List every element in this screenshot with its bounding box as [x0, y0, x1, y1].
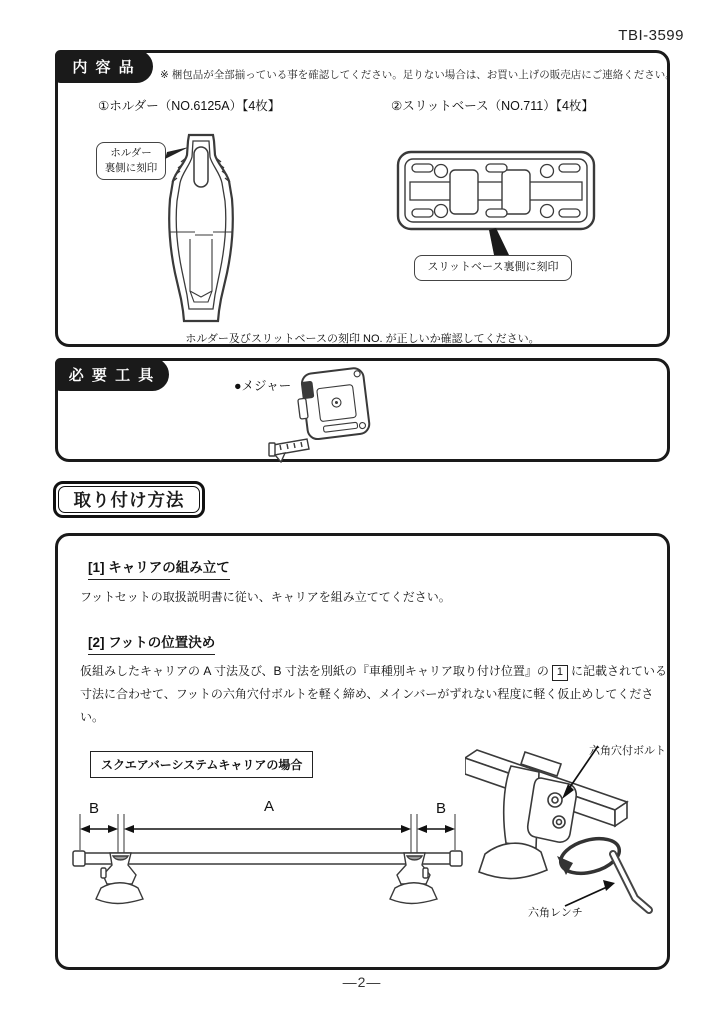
- dim-b-right-label: B: [436, 800, 447, 817]
- step2-body-part1: 仮組みしたキャリアの A 寸法及び、B 寸法を別紙の『車種別キャリア取り付け位置』の: [80, 664, 549, 678]
- slit-base-callout: [414, 255, 572, 281]
- dim-a-label: A: [264, 798, 275, 815]
- step1-heading: [1] キャリアの組み立て: [88, 556, 230, 580]
- slit-base-callout-pointer: [489, 228, 509, 255]
- page-number: —2—: [342, 974, 382, 990]
- tape-measure-illustration: [263, 365, 378, 463]
- install-method-title: 取り付け方法: [58, 486, 200, 513]
- tools-badge: 必 要 工 具: [55, 358, 169, 391]
- contents-note: ※ 梱包品が全部揃っている事を確認してください。足りない場合は、お買い上げの販売店にご連絡ください。: [160, 69, 676, 81]
- document-code: TBI-3599: [618, 27, 684, 44]
- holder-illustration: [156, 131, 246, 331]
- contents-badge: 内 容 品: [55, 50, 153, 83]
- step1-body: フットセットの取扱説明書に従い、キャリアを組み立ててください。: [80, 590, 451, 604]
- slit-base-callout-text: スリットベース裏側に刻印: [427, 261, 559, 274]
- step2-body-part2: に記載されている寸法に合わせて、フットの六角穴付ボルトを軽く締め、メインバーがずれない程度に軽く仮止めしてください。: [80, 664, 668, 724]
- foot-assembly-illustration: [465, 728, 670, 933]
- tools-section-box: [55, 358, 670, 462]
- bolt-label: 六角穴付ボルト: [589, 745, 666, 757]
- contents-section-box: [55, 50, 676, 347]
- check-note: ホルダー及びスリットベースの刻印 NO. が正しいか確認してください。: [185, 333, 540, 345]
- item-holder-label: ①ホルダー（NO.6125A）【4枚】: [98, 99, 281, 113]
- step2-heading: [2] フットの位置決め: [88, 631, 215, 655]
- tool-measure-label: ●メジャー: [234, 379, 292, 393]
- holder-callout-line1: ホルダー: [110, 146, 152, 159]
- carrier-bar-diagram: [65, 798, 470, 924]
- install-steps-box: [55, 533, 670, 970]
- slit-base-illustration: [396, 149, 596, 257]
- item-slitbase-label: ②スリットベース（NO.711）【4枚】: [391, 99, 594, 113]
- wrench-label: 六角レンチ: [528, 907, 583, 919]
- holder-callout-line2: 裏側に刻印: [104, 162, 158, 174]
- step2-boxed-ref: 1: [552, 665, 568, 681]
- squarebar-case-label: スクエアバーシステムキャリアの場合: [90, 751, 313, 778]
- install-method-header: [53, 481, 205, 518]
- dim-b-left-label: B: [89, 800, 100, 817]
- step2-body: [80, 660, 670, 728]
